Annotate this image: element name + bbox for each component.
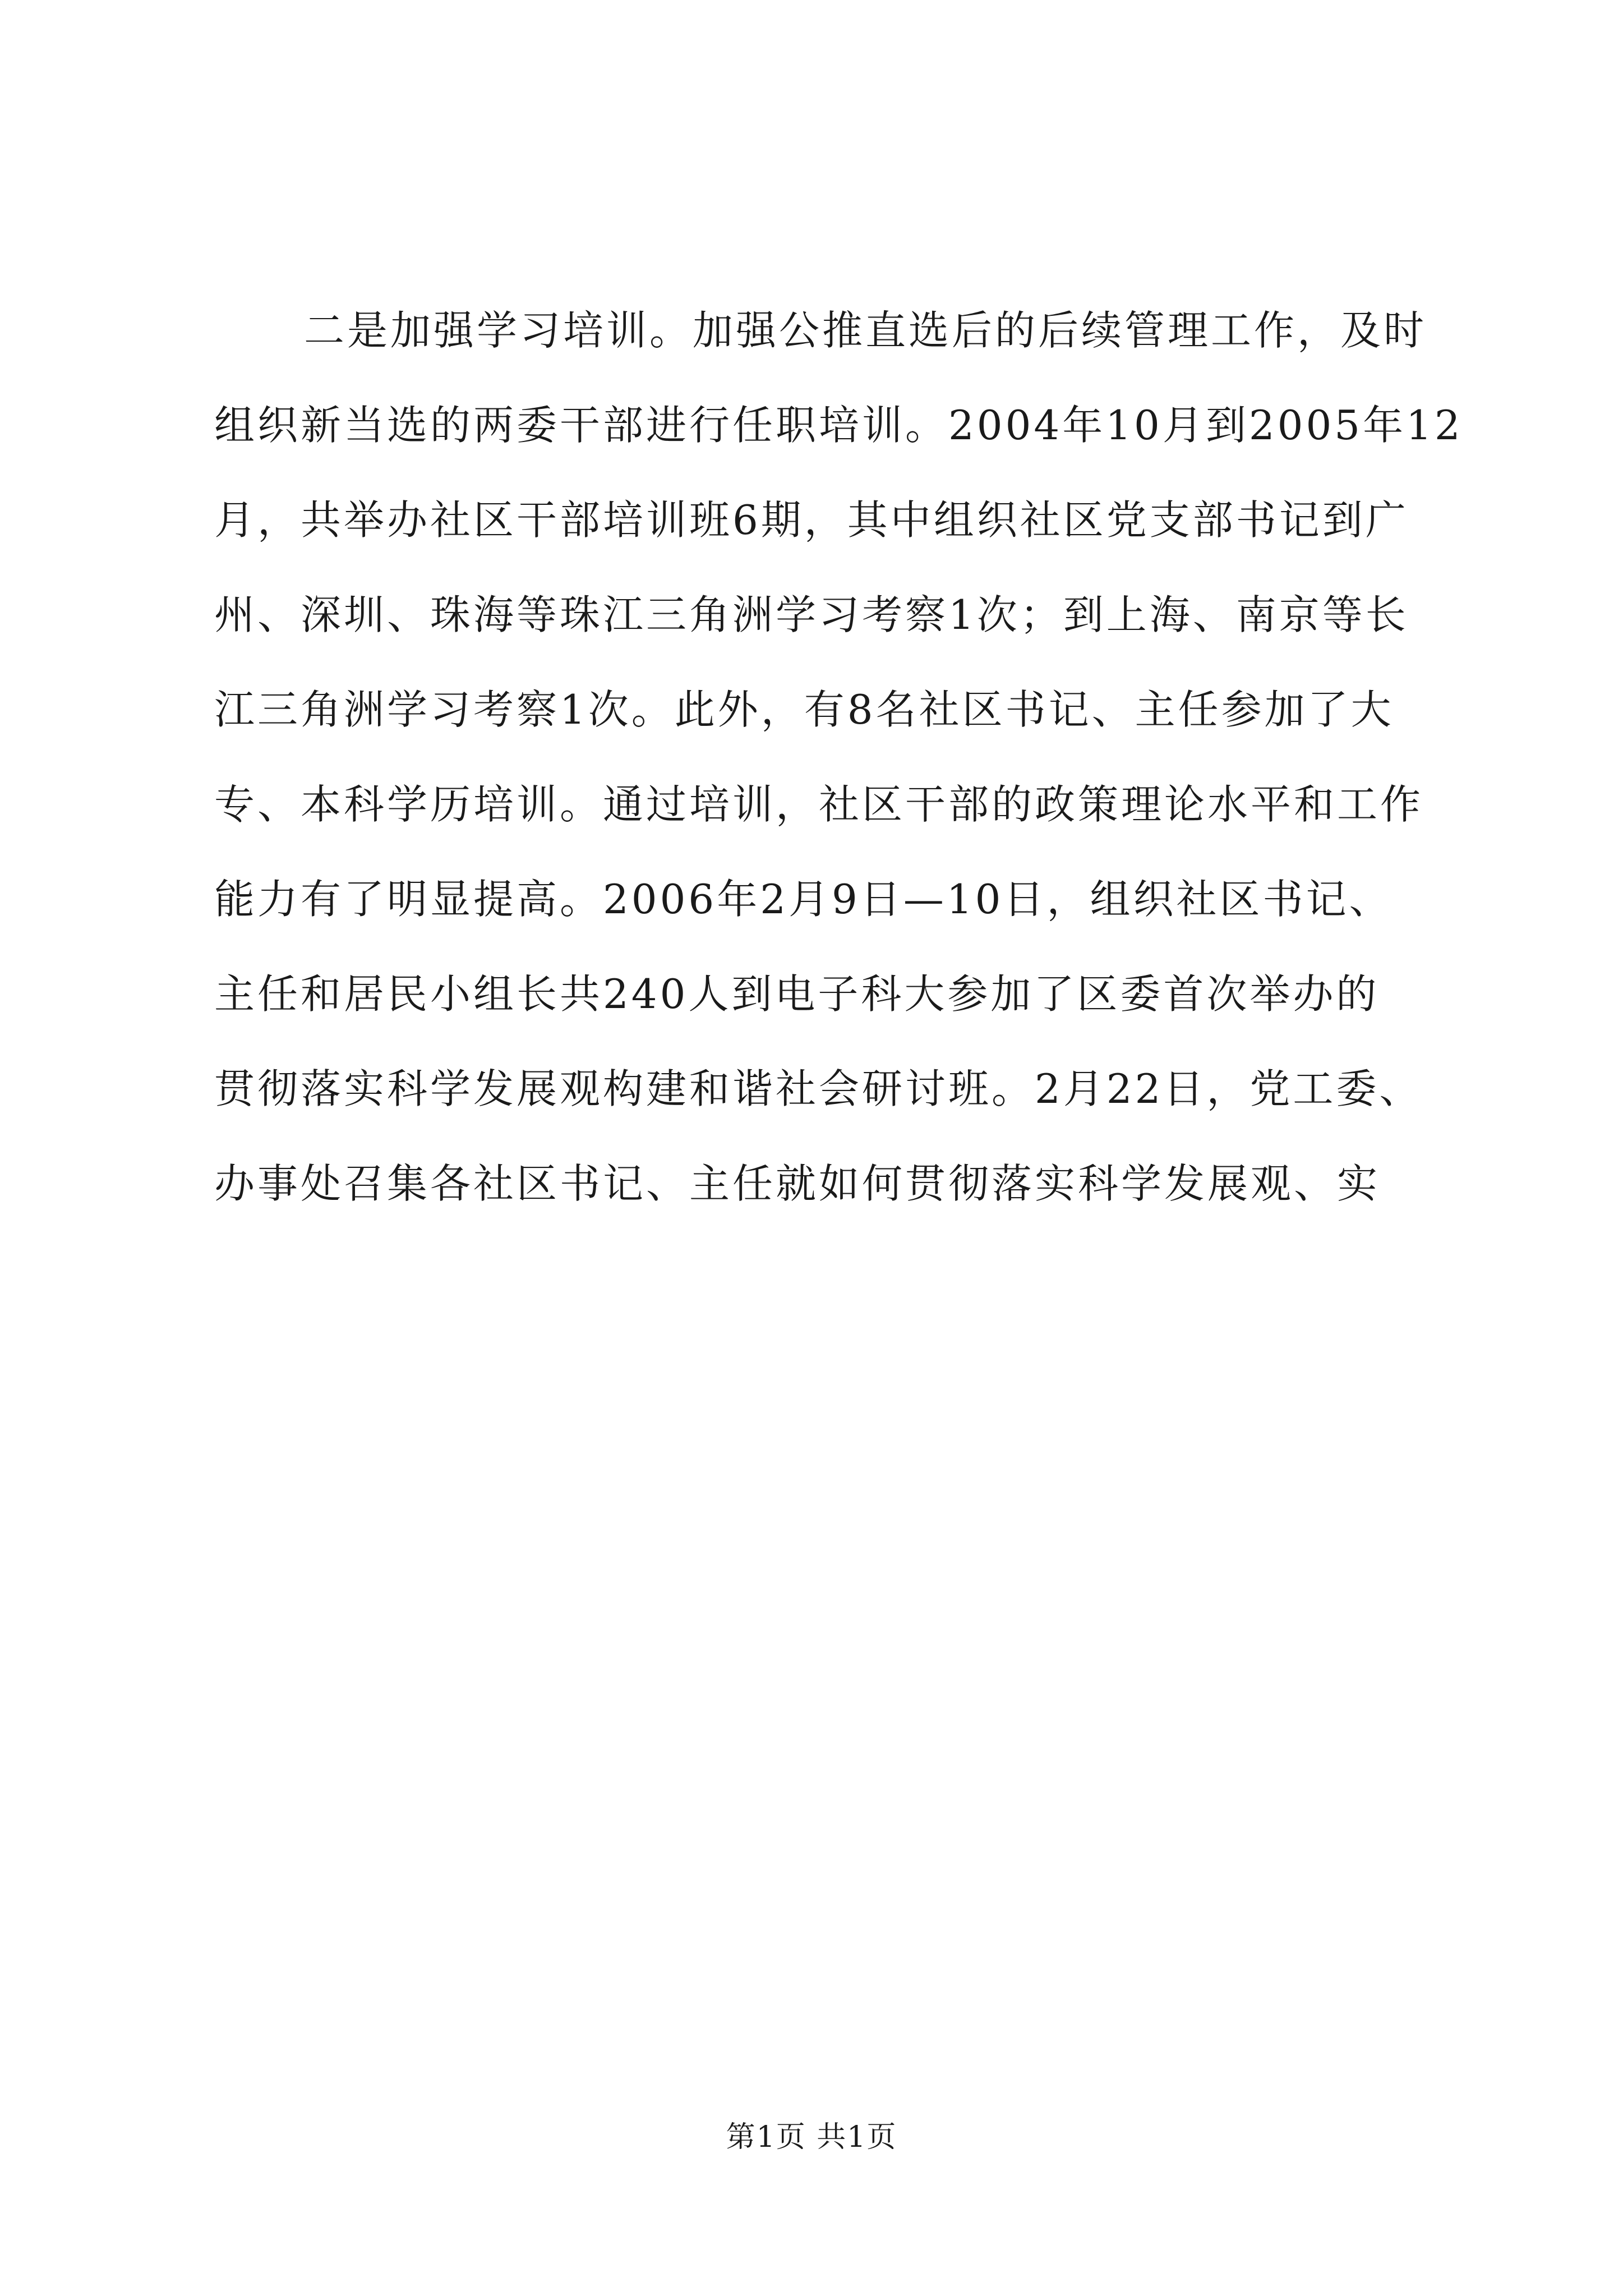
paragraph-line: 贯彻落实科学发展观构建和谐社会研讨班。2月22日，党工委、 — [214, 1065, 1423, 1112]
paragraph-line: 专、本科学历培训。通过培训，社区干部的政策理论水平和工作 — [214, 781, 1424, 828]
page-number-footer: 第1页 共1页 — [726, 2120, 897, 2154]
paragraph-line: 办事处召集各社区书记、主任就如何贯彻落实科学发展观、实 — [214, 1160, 1381, 1207]
paragraph-line: 州、深圳、珠海等珠江三角洲学习考察1次；到上海、南京等长 — [214, 591, 1409, 638]
paragraph-line: 二是加强学习培训。加强公推直选后的后续管理工作，及时 — [304, 307, 1427, 354]
paragraph-line: 月，共举办社区干部培训班6期，其中组织社区党支部书记到广 — [214, 496, 1409, 544]
paragraph-line: 江三角洲学习考察1次。此外，有8名社区书记、主任参加了大 — [214, 686, 1394, 733]
paragraph-line: 主任和居民小组长共240人到电子科大参加了区委首次举办的 — [214, 970, 1380, 1018]
body-paragraph — [214, 283, 1463, 1231]
paragraph-line: 能力有了明显提高。2006年2月9日—10日，组织社区书记、 — [214, 876, 1393, 923]
paragraph-line: 组织新当选的两委干部进行任职培训。2004年10月到2005年12 — [214, 402, 1463, 449]
